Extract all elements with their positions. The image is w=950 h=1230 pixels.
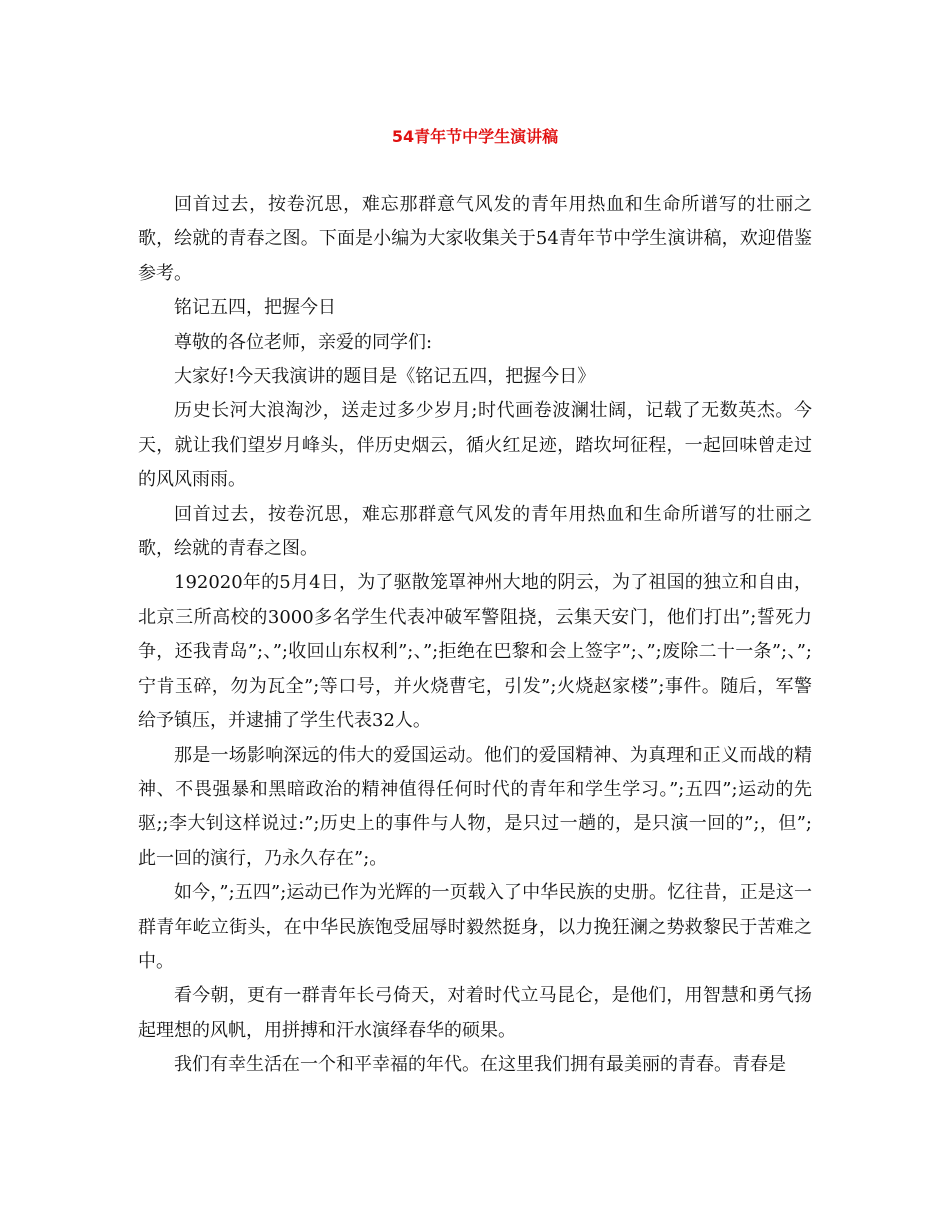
paragraph-intro: 回首过去，按卷沉思，难忘那群意气风发的青年用热血和生命所谱写的壮丽之歌，绘就的青春之图。下面是小编为大家收集关于54青年节中学生演讲稿，欢迎借鉴参考。 (138, 194, 812, 284)
paragraph-history: 历史长河大浪淘沙，送走过多少岁月;时代画卷波澜壮阔，记载了无数英杰。今天，就让我们望岁月峰头，伴历史烟云，循火红足迹，踏坎坷征程，一起回味曾走过的风风雨雨。 (138, 400, 812, 491)
paragraph-greeting: 大家好!今天我演讲的题目是《铭记五四，把握今日》 (174, 366, 596, 388)
paragraph-may-fourth: 192020年的5月4日，为了驱散笼罩神州大地的阴云，为了祖国的独立和自由，北京三所高校的3000多名学生代表冲破军警阻挠，云集天安门，他们打出”;誓死力争，还我青岛”;、”;收回山东权利”;、”;拒绝在巴黎和会上签字”;、”;废除二十一条”;、”;宁肯玉碎，勿为瓦全”;等口号，并火烧曹宅，引发”;火烧赵家楼”;事件。随后，军警给予镇压，并逮捕了学生代表32人。 (138, 572, 812, 732)
paragraph-movement: 那是一场影响深远的伟大的爱国运动。他们的爱国精神、为真理和正义而战的精神、不畏强暴和黑暗政治的精神值得任何时代的青年和学生学习。”;五四”;运动的先驱;;李大钊这样说过:”;历史上的事件与人物，是只过一趟的，是只演一回的”;，但”;此一回的演行，乃永久存在”;。 (138, 744, 812, 869)
paragraph-youth: 我们有幸生活在一个和平幸福的年代。在这里我们拥有最美丽的青春。青春是 (174, 1054, 786, 1076)
paragraph-speech-title: 铭记五四，把握今日 (174, 297, 336, 319)
paragraph-reflection: 回首过去，按卷沉思，难忘那群意气风发的青年用热血和生命所谱写的壮丽之歌，绘就的青春之图。 (138, 503, 812, 560)
paragraph-present: 看今朝，更有一群青年长弓倚天，对着时代立马昆仑，是他们，用智慧和勇气扬起理想的风帆，用拼搏和汗水演绎春华的硕果。 (138, 985, 812, 1041)
paragraph-salutation: 尊敬的各位老师，亲爱的同学们: (174, 331, 433, 353)
document-body (138, 188, 812, 1083)
paragraph-today: 如今，”;五四”;运动已作为光辉的一页载入了中华民族的史册。忆往昔，正是这一群青年屹立街头，在中华民族饱受屈辱时毅然挺身，以力挽狂澜之势救黎民于苦难之中。 (138, 882, 812, 972)
document-title: 54青年节中学生演讲稿 (391, 127, 559, 146)
